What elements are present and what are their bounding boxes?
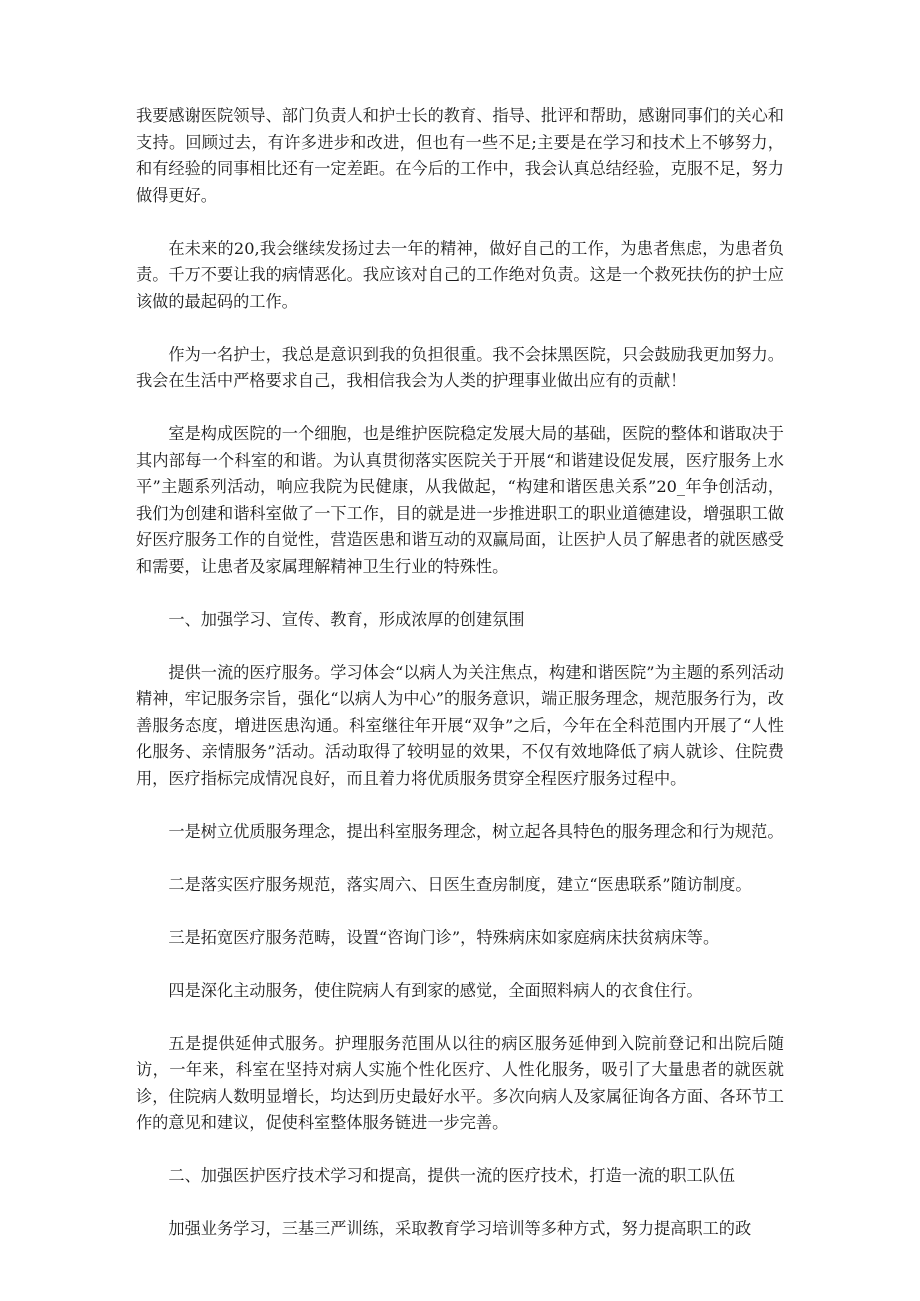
paragraph-future: 在未来的20,我会继续发扬过去一年的精神，做好自己的工作，为患者焦虑，为患者负责。千万不要让我的病情恶化。我应该对自己的工作绝对负责。这是一个救死扶伤的护士应该做的最起码的工作。 <box>136 238 784 311</box>
document-body <box>136 103 784 1243</box>
paragraph-thanks: 我要感谢医院领导、部门负责人和护士长的教育、指导、批评和帮助，感谢同事们的关心和支持。回顾过去，有许多进步和改进，但也有一些不足;主要是在学习和技术上不够努力，和有经验的同事相比还有一定差距。在今后的工作中，我会认真总结经验，克服不足，努力做得更好。 <box>136 106 784 205</box>
paragraph-first-class-service: 提供一流的医疗服务。学习体会“以病人为关注焦点，构建和谐医院”为主题的系列活动精神，牢记服务宗旨，强化“以病人为中心”的服务意识，端正服务理念，规范服务行为，改善服务态度，增进医患沟通。科室继往年开展“双争”之后，今年在全科范围内开展了“人性化服务、亲情服务”活动。活动取得了较明显的效果，不仅有效地降低了病人就诊、住院费用，医疗指标完成情况良好，而且着力将优质服务贯穿全程医疗服务过程中。 <box>136 662 784 788</box>
paragraph-training: 加强业务学习，三基三严训练，采取教育学习培训等多种方式，努力提高职工的政 <box>168 1219 752 1238</box>
list-item-2: 二是落实医疗服务规范，落实周六、日医生查房制度，建立“医患联系”随访制度。 <box>168 874 752 894</box>
list-item-1: 一是树立优质服务理念，提出科室服务理念，树立起各具特色的服务理念和行为规范。 <box>168 821 784 841</box>
paragraph-harmonious-department: 室是构成医院的一个细胞，也是维护医院稳定发展大局的基础，医院的整体和谐取决于其内部每一个科室的和谐。为认真贯彻落实医院关于开展“和谐建设促发展，医疗服务上水平”主题系列活动，响应我院为民健康，从我做起，“构建和谐医患关系”20_年争创活动，我们为创建和谐科室做了一下工作，目的就是进一步推进职工的职业道德建设，增强职工做好医疗服务工作的自觉性，营造医患和谐互动的双赢局面，让医护人员了解患者的就医感受和需要，让患者及家属理解精神卫生行业的特殊性。 <box>136 424 784 576</box>
section-heading-2: 二、加强医护医疗技术学习和提高，提供一流的医疗技术，打造一流的职工队伍 <box>168 1166 735 1185</box>
paragraph-nurse-duty: 作为一名护士，我总是意识到我的负担很重。我不会抹黑医院，只会鼓励我更加努力。我会在生活中严格要求自己，我相信我会为人类的护理事业做出应有的贡献！ <box>136 344 784 390</box>
list-item-3: 三是拓宽医疗服务范畴，设置“咨询门诊”，特殊病床如家庭病床扶贫病床等。 <box>168 927 720 947</box>
section-heading-1: 一、加强学习、宣传、教育，形成浓厚的创建氛围 <box>168 609 525 629</box>
list-item-4: 四是深化主动服务，使住院病人有到家的感觉，全面照料病人的衣食住行。 <box>168 980 703 1000</box>
list-item-5: 五是提供延伸式服务。护理服务范围从以往的病区服务延伸到入院前登记和出院后随访，一年来，科室在坚持对病人实施个性化医疗、人性化服务，吸引了大量患者的就医就诊，住院病人数明显增长，均达到历史最好水平。多次向病人及家属征询各方面、各环节工作的意见和建议，促使科室整体服务链进一步完善。 <box>136 1033 784 1132</box>
